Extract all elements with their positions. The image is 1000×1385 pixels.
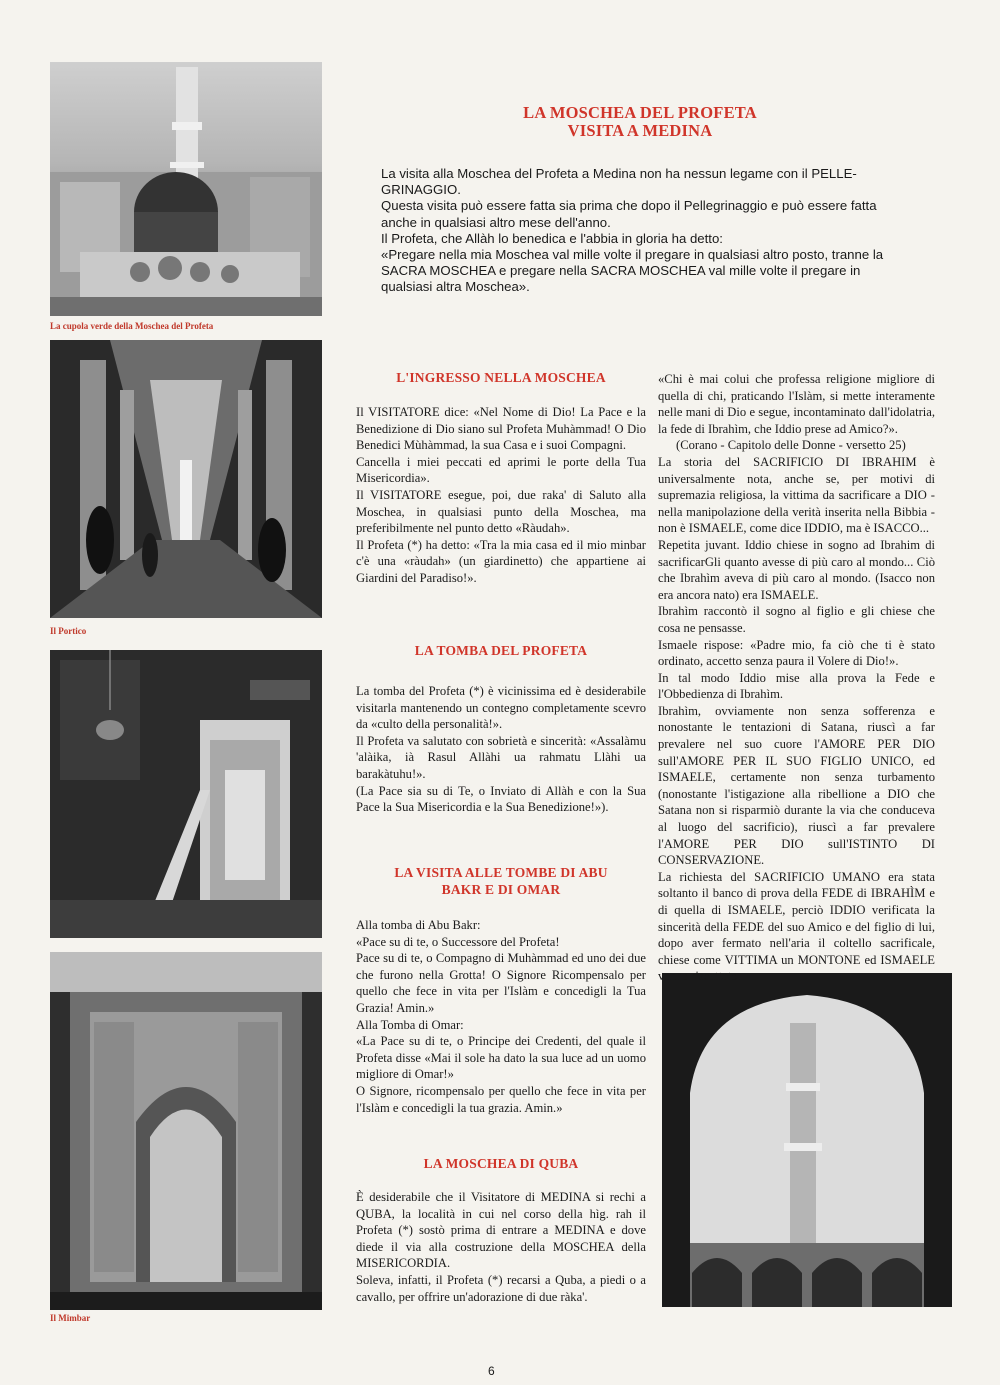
paragraph: (La Pace sia su di Te, o Inviato di Allàh e con la Sua Pace la Sua Misericordia e la Sua Benedizione!»). xyxy=(356,783,646,815)
intro-paragraph: La visita alla Moschea del Profeta a Medina non ha nessun legame con il PELLE-GRINAGGIO. xyxy=(381,166,857,198)
mimbar-illustration xyxy=(50,952,322,1310)
paragraph: Il VISITATORE esegue, poi, due raka' di Saluto alla Moschea, in qualsiasi punto della Moschea, ma preferibilmente nel punto detto «Ràudah». xyxy=(356,487,646,536)
section-ibrahim-text xyxy=(658,371,935,985)
paragraph: «La Pace su di te, o Principe dei Credenti, del quale il Profeta disse «Mai il sole ha dato la sua luce ad un uomo migliore di Omar!» xyxy=(356,1034,646,1082)
paragraph: Il Profeta va salutato con sobrietà e sincerità: «Assalàmu 'alàika, ià Rasul Allàhi ua rahmatu Llàhi ua barakàtuhu!». xyxy=(356,733,646,781)
heading-tomba: LA TOMBA DEL PROFETA xyxy=(414,643,588,658)
intro-paragraph: Il Profeta, che Allàh lo benedica e l'abbia in gloria ha detto: xyxy=(381,230,723,246)
caption-portico: Il Portico xyxy=(50,626,87,636)
photo-green-dome xyxy=(50,62,322,316)
intro-paragraph: «Pregare nella mia Moschea val mille volte il pregare in qualsiasi altro posto, tranne la SACRA MOSCHEA e pregare nella SACRA MOSCHEA val mille volte il pregare in qualsiasi altra Moschea». xyxy=(381,247,884,295)
caption-dome: La cupola verde della Moschea del Profeta xyxy=(50,321,214,331)
paragraph: «Pace su di te, o Successore del Profeta! xyxy=(356,934,560,949)
dome-illustration xyxy=(50,62,322,316)
section-quba-text xyxy=(356,1189,646,1305)
heading-quba: LA MOSCHEA DI QUBA xyxy=(423,1156,579,1171)
paragraph: Soleva, infatti, il Profeta (*) recarsi a Quba, a piedi o a cavallo, per offrire un'adorazione di due ràka'. xyxy=(356,1272,646,1304)
photo-mimbar xyxy=(50,952,322,1310)
paragraph: Alla Tomba di Omar: xyxy=(356,1017,464,1032)
paragraph: Ismaele rispose: «Padre mio, fa ciò che ti è stato ordinato, accetto senza paura il Volere di Dio!». xyxy=(658,637,935,669)
heading-abubakr-line-1: LA VISITA ALLE TOMBE DI ABU xyxy=(394,865,608,880)
page-title xyxy=(380,104,900,140)
heading-abubakr-line-2: BAKR E DI OMAR xyxy=(441,882,561,897)
paragraph: La tomba del Profeta (*) è vicinissima ed è desiderabile visitarla mantenendo un contegno completamente scevro da «culto della personalità!». xyxy=(356,684,646,732)
caption-mimbar: Il Mimbar xyxy=(50,1313,91,1323)
section-ingresso-text xyxy=(356,404,646,587)
heading-ingresso: L'INGRESSO NELLA MOSCHEA xyxy=(396,370,606,385)
paragraph: È desiderabile che il Visitatore di MEDINA si rechi a QUBA, la località in cui nel corso della hìg. rah il Profeta (*) sostò prima di entrare a MEDINA e dove diede il via alla costruzione della MOSCHEA della MISERICORDIA. xyxy=(356,1190,646,1271)
paragraph: O Signore, ricompensalo per quello che fece in vita per l'Islàm e concedigli la tua grazia. Amin.» xyxy=(356,1083,646,1115)
paragraph: In tal modo Iddio mise alla prova la Fede e l'Obbedienza di Ibrahìm. xyxy=(658,670,935,702)
photo-portico xyxy=(50,340,322,618)
section-abubakr-text xyxy=(356,917,646,1116)
paragraph: Ibrahìm, ovviamente non senza sofferenza e nonostante le tentazioni di Satana, riuscì a far prevalere nel suo cuore l'AMORE PER DIO sull'AMORE PER IL SUO FIGLIO UNICO, ed ISMAELE, certamente non senza turbamento (nonostante l'istigazione alla ribellione a DIO che Satana non si risparmiò durante la via che conduceva al luogo del sacrificio), riuscì a far prevalere l'AMORE PER DIO sull'ISTINTO DI CONSERVAZIONE. xyxy=(658,703,935,868)
photo-prophet-tomb xyxy=(50,650,322,938)
paragraph: Pace su di te, o Compagno di Muhàmmad ed uno dei due che furono nella Grotta! O Signore Ricompensalo per quello che fece in vita per l'Islàm e concedigli la Tua Grazia! Amin.» xyxy=(356,951,646,1015)
paragraph: (Corano - Capitolo delle Donne - versetto 25) xyxy=(676,438,906,453)
tomb-illustration xyxy=(50,650,322,938)
paragraph: Il VISITATORE dice: «Nel Nome di Dio! La Pace e la Benedizione di Dio siano sul Profeta Muhàmmad! O Dio Benedici Mùhàmmad, la sua Casa e i suoi Compagni. xyxy=(356,405,646,453)
heading-abubakr xyxy=(356,864,646,898)
paragraph: Cancella i miei peccati ed aprimi le porte della Tua Misericordia». xyxy=(356,454,646,486)
paragraph: Ibrahìm raccontò il sogno al figlio e gli chiese che cosa ne pensasse. xyxy=(658,604,935,635)
photo-minaret-arch xyxy=(662,973,952,1307)
paragraph: Repetita juvant. Iddio chiese in sogno ad Ibrahim di sacrificarGli quanto avesse di più caro al mondo... Ciò che Ibrahìm aveva di più caro al mondo. (Isacco non era ancora nato) era ISMAELE. xyxy=(658,537,935,602)
paragraph: «Chi è mai colui che professa religione migliore di quella di chi, praticando l'Islàm, si mette interamente nelle mani di Dio e segue, incontaminato dall'idolatria, la fede di Ibrahìm, che Iddio prese ad Amico?». xyxy=(658,372,935,436)
minaret-illustration xyxy=(662,973,952,1307)
paragraph: La richiesta del SACRIFICIO UMANO era stata soltanto il banco di prova della FEDE di IBRAHÌM e di quella di ISMAELE, perciò IDDIO verificata la sincerità della FEDE del suo Amico e del figlio di lui, dopo aver fermato nell'aria il coltello sacrificale, chiese come VITTIMA un MONTONE ed ISMAELE venne riscattato. xyxy=(658,869,935,984)
paragraph: Il Profeta (*) ha detto: «Tra la mia casa ed il mio minbar c'è una «ràudah» (un giardinetto) che appartiene ai Giardini del Paradiso!». xyxy=(356,537,646,585)
intro-paragraph: Questa visita può essere fatta sia prima che dopo il Pellegrinaggio e può essere fatta anche in qualsiasi altro mese dell'anno. xyxy=(381,198,877,230)
portico-illustration xyxy=(50,340,322,618)
section-tomba-text xyxy=(356,683,646,816)
paragraph: Alla tomba di Abu Bakr: xyxy=(356,918,481,932)
page-title-line-1: LA MOSCHEA DEL PROFETA xyxy=(523,103,757,122)
intro-text xyxy=(381,166,903,296)
page-title-line-2: VISITA A MEDINA xyxy=(567,121,713,140)
page-number: 6 xyxy=(488,1364,495,1378)
paragraph: La storia del SACRIFICIO DI IBRAHIM è universalmente nota, anche se, per motivi di supremazia religiosa, la vittima da sacrificare a DIO -nella manipolazione della verità inserita nella Bibbia - non è ISMAELE, come dice IDDIO, ma è ISACCO... xyxy=(658,454,935,536)
